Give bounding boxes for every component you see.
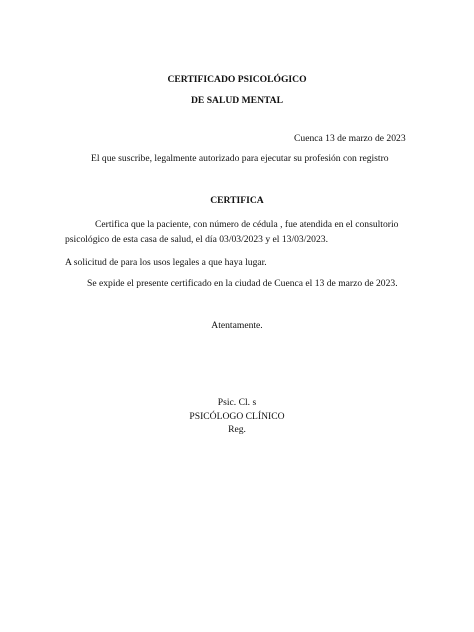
intro-paragraph: El que suscribe, legalmente autorizado para ejecutar su profesión con registro [91, 153, 389, 164]
paragraph-3: Se expide el presente certificado en la ciudad de Cuenca el 13 de marzo de 2023. [87, 278, 398, 289]
closing-text: Atentamente. [211, 320, 263, 331]
certifica-heading: CERTIFICA [210, 195, 264, 206]
paragraph-1-line-1: Certifica que la paciente, con número de cédula , fue atendida en el consultorio [95, 219, 399, 230]
title-line-1: CERTIFICADO PSICOLÓGICO [167, 74, 307, 85]
signature-registration: Reg. [228, 424, 246, 435]
title-line-2: DE SALUD MENTAL [190, 95, 284, 106]
date-line: Cuenca 13 de marzo de 2023 [294, 133, 406, 144]
signature-name: Psic. Cl. s [217, 397, 257, 408]
paragraph-1-line-2: psicológico de esta casa de salud, el día 03/03/2023 y el 13/03/2023. [65, 234, 328, 245]
paragraph-2: A solicitud de para los usos legales a que haya lugar. [65, 257, 267, 268]
signature-title: PSICÓLOGO CLÍNICO [189, 411, 285, 422]
